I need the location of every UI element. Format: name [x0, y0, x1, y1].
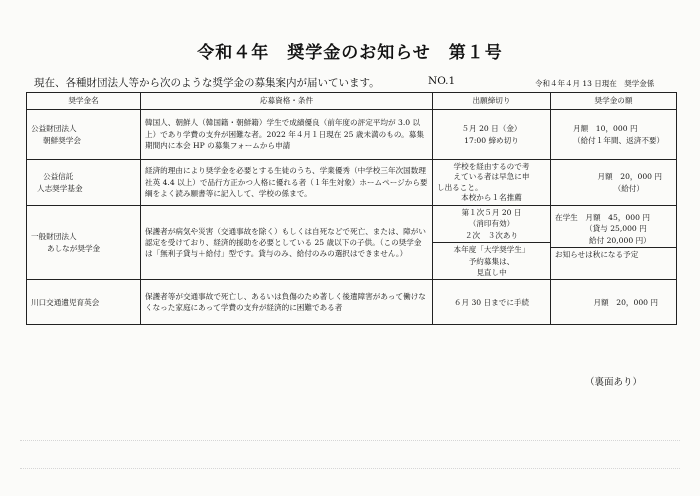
intro-text: 現在、各種財団法人等から次のような奨学金の募集案内が届いています。	[34, 77, 380, 89]
deadline-cell: ５月 20 日（金） 17:00 締め切り	[433, 110, 551, 160]
deadline-primary: 第１次５月 20 日 （消印有効） ２次 ３次あり	[433, 206, 550, 243]
scan-noise	[20, 440, 680, 441]
date-note: 令和４年４月 13 日現在 奨学金係	[535, 79, 655, 88]
table-row	[27, 280, 677, 325]
scholarship-name: 川口交通遺児育英会	[27, 280, 141, 325]
conditions-cell: 経済的理由により奨学金を必要とする生徒のうち、学業優秀（中学校三年次国数理社英 4.4 以上）で品行方正かつ人格に優れる者（１年生対象）ホームページから要綱をよく読み願書等に記入して、学校の係まで。	[141, 160, 433, 206]
amount-cell	[551, 206, 677, 280]
column-header: 出願締切り	[433, 93, 551, 110]
scholarship-table	[26, 92, 677, 325]
deadline-note: 本年度「大学奨学生」 予約募集は、 見直し中	[453, 245, 530, 277]
scholarship-name: 公益信託 人志奨学基金	[27, 160, 141, 206]
amount-cell: 月額 20，000 円 （給付）	[551, 160, 677, 206]
table-row	[27, 110, 677, 160]
conditions-cell: 保護者が病気や災害（交通事故を除く）もしくは自死などで死亡、または、障がい認定を受けており、経済的援助を必要としている 25 歳以下の子供。（この奨学金は「無利子貸与＋給付」型です。貸与のみ、給付のみの選択はできません。）	[141, 206, 433, 280]
amount-note: お知らせは秋になる予定	[555, 250, 639, 260]
issue-number: NO.1	[428, 75, 456, 87]
deadline-cell	[433, 206, 551, 280]
conditions-cell: 韓国人、朝鮮人（韓国籍・朝鮮籍）学生で成績優良（前年度の評定平均が 3.0 以上）であり学費の支弁が困難な者。2022 年４月１日現在 25 歳未満のもの。募集期間内に本会 HP の募集フォームから申請	[141, 110, 433, 160]
amount-primary: 在学生 月額 45，000 円 （貸与 25,000 円 給付 20,000 円）	[551, 211, 676, 248]
table-row	[27, 160, 677, 206]
deadline-cell: ６月 30 日までに手続	[433, 280, 551, 325]
page-title: 令和４年 奨学金のお知らせ 第１号	[197, 43, 503, 63]
scholarship-name: 一般財団法人 あしなが奨学金	[27, 206, 141, 280]
amount-cell: 月額 10，000 円 （給付１年間、返済不要）	[551, 110, 677, 160]
table-header-row	[27, 93, 677, 110]
deadline-cell: 学校を経由するので考 えている者は早急に申 し出ること。 本校から１名推薦	[433, 160, 551, 206]
table-row	[27, 206, 677, 280]
column-header: 奨学金の額	[551, 93, 677, 110]
amount-cell: 月額 20，000 円	[551, 280, 677, 325]
column-header: 応募資格・条件	[141, 93, 433, 110]
scholarship-name: 公益財団法人 朝鮮奨学会	[27, 110, 141, 160]
column-header: 奨学金名	[27, 93, 141, 110]
conditions-cell: 保護者等が交通事故で死亡し、あるいは負傷のため著しく後遺障害があって働けなくなった家庭にあって学費の支弁が経済的に困難である者	[141, 280, 433, 325]
reverse-side-note: （裏面あり）	[585, 377, 643, 388]
scan-noise	[20, 468, 680, 469]
